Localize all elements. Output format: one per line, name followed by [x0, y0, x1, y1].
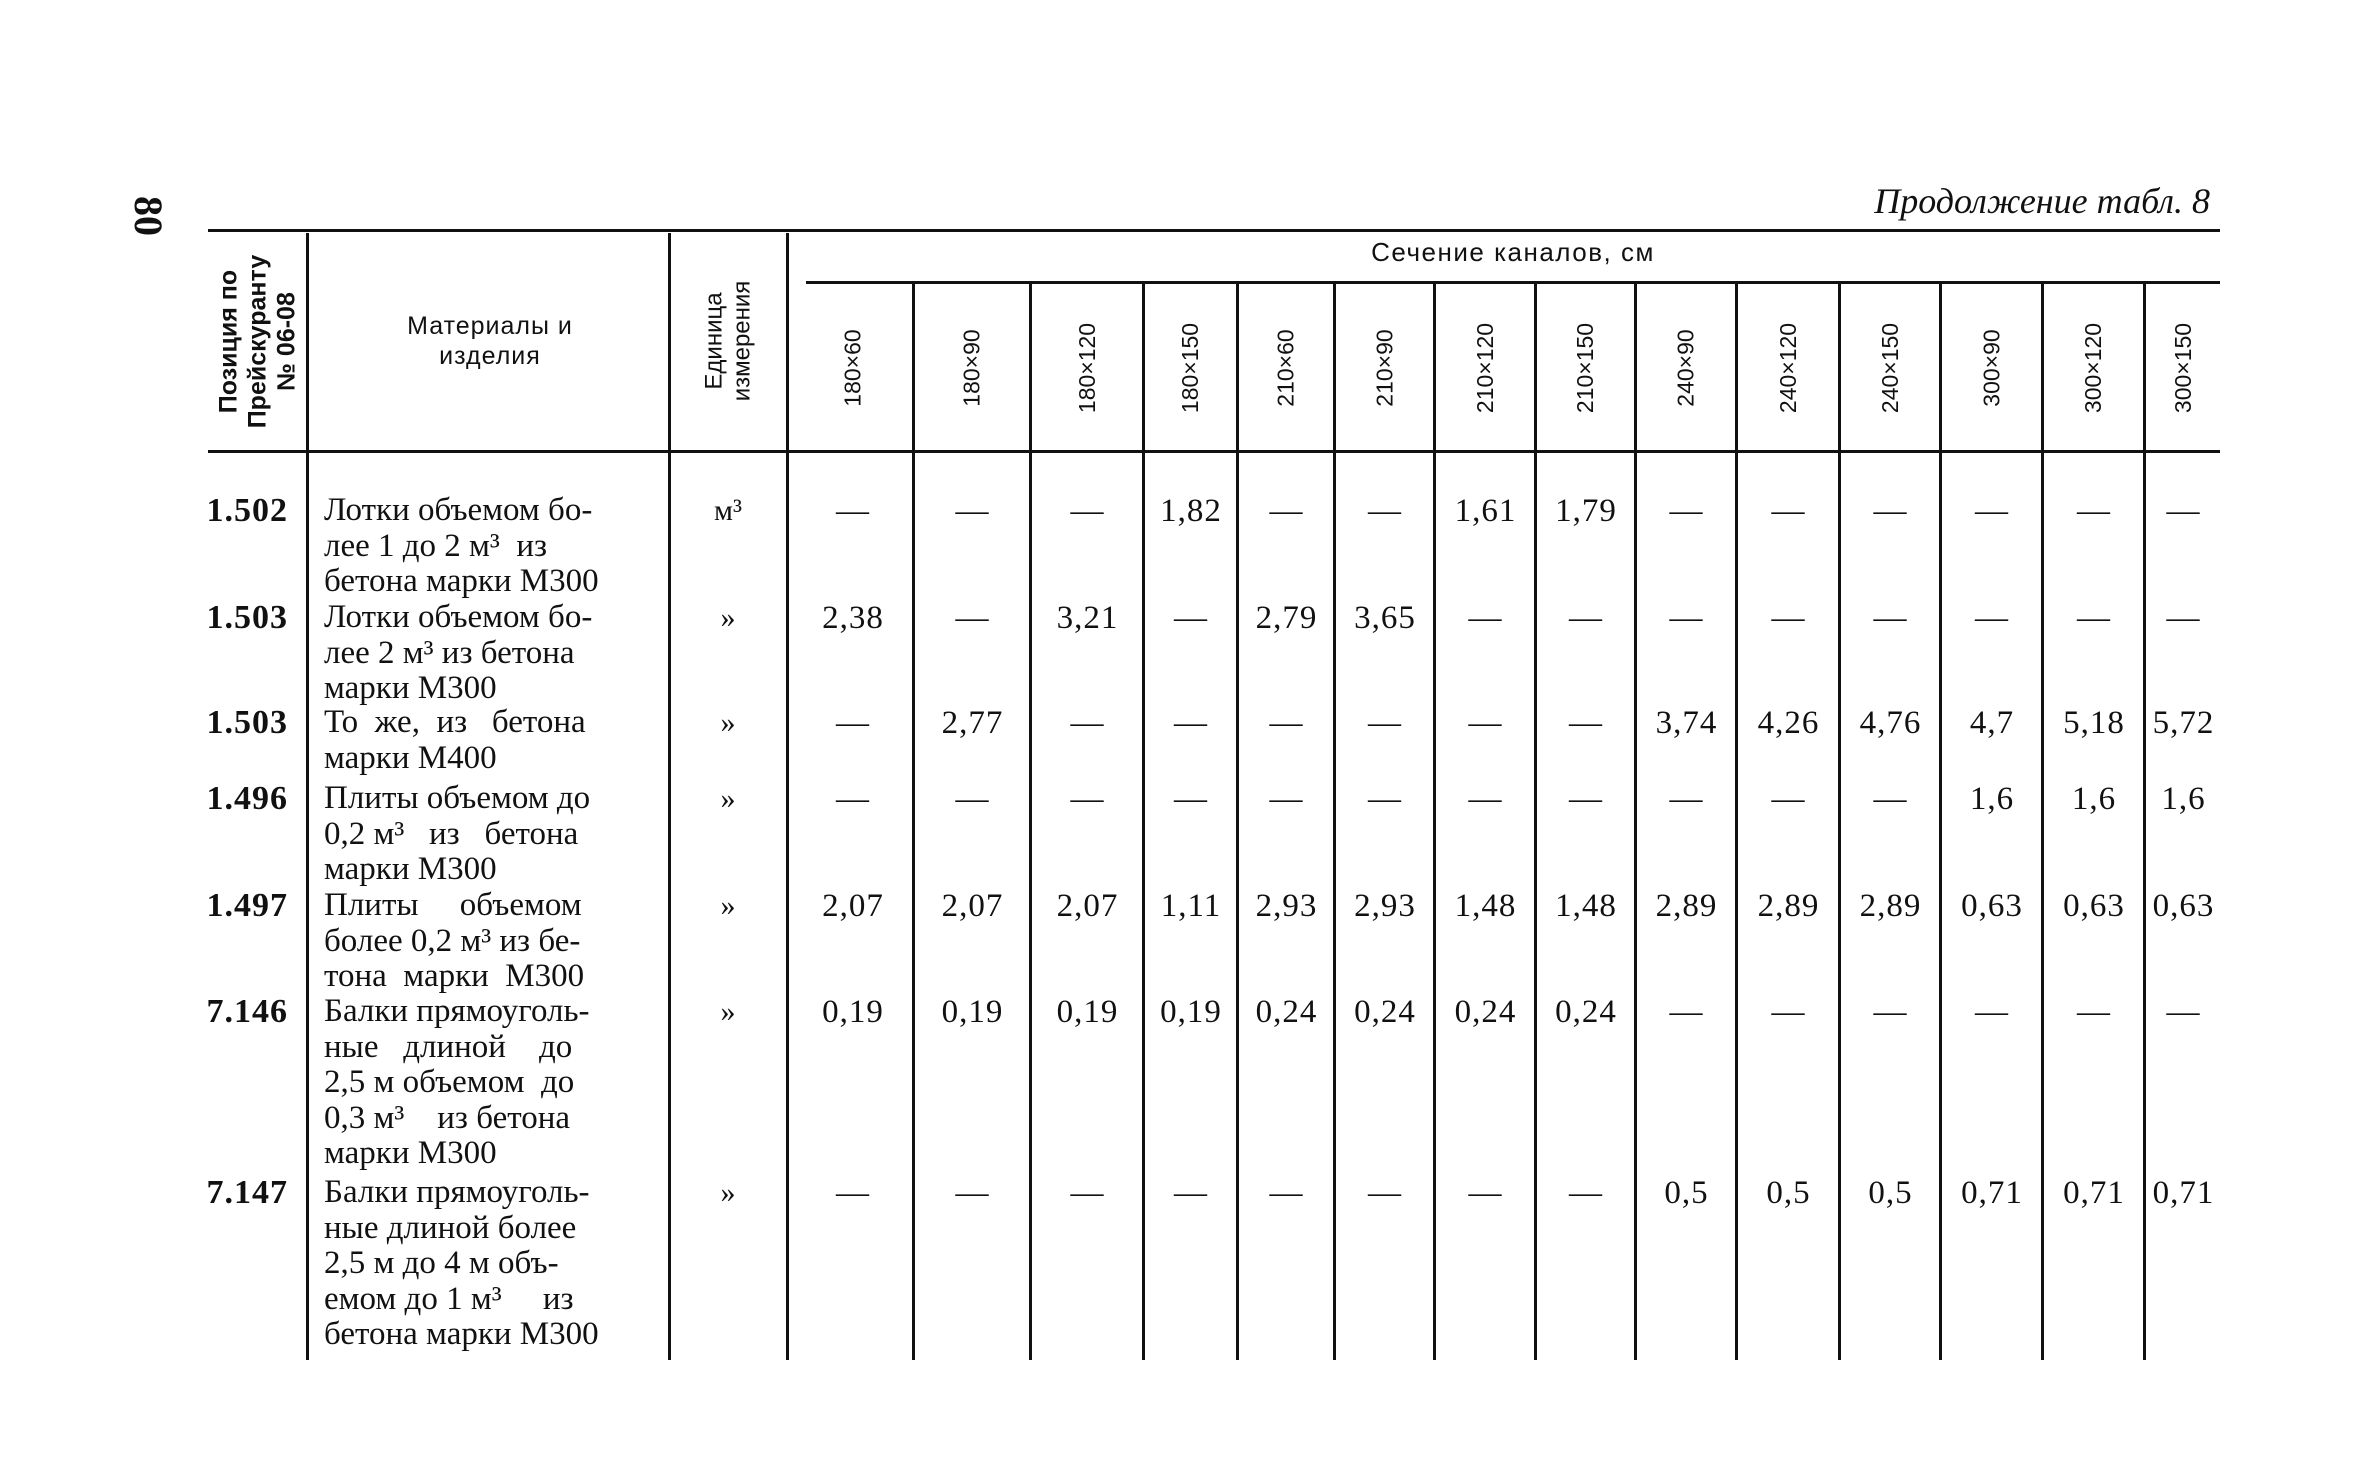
row-value: 0,63 [2063, 888, 2125, 924]
table-top-rule [208, 229, 2220, 232]
row-value: 2,89 [1859, 888, 1922, 924]
row-unit: м³ [714, 494, 742, 527]
section-column-label: 240×90 [1672, 329, 1699, 407]
row-value: 5,18 [2063, 705, 2125, 741]
row-value: — [1771, 493, 1806, 529]
row-value: — [1070, 705, 1105, 741]
row-value: — [1269, 705, 1304, 741]
row-value: — [1070, 781, 1105, 817]
row-position: 1.503 [206, 704, 288, 741]
row-value: 0,24 [1255, 994, 1318, 1030]
row-value: — [1174, 705, 1208, 741]
row-value: 2,77 [941, 705, 1004, 741]
row-unit: » [720, 601, 736, 634]
row-value: — [1771, 600, 1806, 636]
row-value: — [1368, 781, 1402, 817]
row-value: — [1569, 781, 1603, 817]
row-value: 2,07 [822, 888, 884, 924]
row-value: — [1975, 600, 2009, 636]
row-value: — [1174, 600, 1208, 636]
row-value: — [1873, 493, 1908, 529]
row-value: — [2166, 994, 2201, 1030]
row-value: — [1569, 1175, 1603, 1211]
section-column-label: 210×150 [1572, 322, 1599, 414]
section-group-rule [806, 281, 2220, 284]
column-divider [1534, 284, 1537, 1360]
row-description: То же, из бетона марки М400 [324, 704, 586, 776]
row-value: — [1070, 1175, 1105, 1211]
section-column-label: 180×150 [1177, 322, 1204, 414]
row-value: — [1368, 493, 1402, 529]
row-value: 4,26 [1757, 705, 1820, 741]
row-value: — [836, 705, 870, 741]
section-column-label: 210×60 [1272, 329, 1299, 407]
row-value: 1,11 [1160, 888, 1222, 924]
row-value: — [1873, 600, 1908, 636]
column-divider [2143, 284, 2146, 1360]
row-value: — [955, 781, 990, 817]
row-value: — [1368, 1175, 1402, 1211]
row-value: — [955, 600, 990, 636]
row-value: — [1269, 493, 1304, 529]
row-value: — [836, 781, 870, 817]
header-unit: Единица измерения [700, 280, 756, 402]
row-value: — [1468, 705, 1503, 741]
row-description: Балки прямоуголь- ные длиной до 2,5 м объемом до 0,3 м³ из бетона марки М300 [324, 993, 590, 1171]
column-divider [1939, 284, 1942, 1360]
row-unit: » [720, 995, 736, 1028]
header-bottom-rule [208, 450, 2220, 453]
column-divider [1735, 284, 1738, 1360]
section-column-label: 240×120 [1775, 322, 1801, 414]
row-value: — [1873, 994, 1908, 1030]
row-value: 2,89 [1757, 888, 1820, 924]
column-divider [786, 233, 789, 1360]
section-column-header [1032, 288, 1142, 448]
row-value: — [1569, 705, 1603, 741]
section-group-title: Сечение каналов, см [1371, 237, 1655, 267]
row-value: — [1269, 781, 1304, 817]
row-value: 0,63 [2152, 888, 2215, 924]
row-value: — [1669, 994, 1704, 1030]
column-divider [912, 284, 915, 1360]
row-value: — [1468, 1175, 1503, 1211]
section-column-header [1738, 288, 1838, 448]
row-value: 1,6 [2161, 781, 2206, 817]
section-column-header [1942, 288, 2041, 448]
row-value: 2,38 [822, 600, 884, 636]
column-divider [1142, 284, 1145, 1360]
row-value: — [1669, 600, 1704, 636]
row-value: 0,19 [941, 994, 1004, 1030]
row-value: 0,19 [1160, 994, 1222, 1030]
section-column-label: 180×90 [958, 329, 985, 407]
row-value: 3,21 [1056, 600, 1119, 636]
row-value: 0,19 [1056, 994, 1119, 1030]
row-unit: » [720, 706, 736, 739]
column-divider [1838, 284, 1841, 1360]
row-value: — [2077, 994, 2111, 1030]
row-position: 1.497 [206, 887, 288, 924]
row-value: — [1174, 1175, 1208, 1211]
row-value: 0,71 [2152, 1175, 2215, 1211]
column-divider [1433, 284, 1436, 1360]
row-value: 0,5 [1664, 1175, 1709, 1211]
row-description: Лотки объемом бо- лее 2 м³ из бетона марки М300 [324, 599, 593, 706]
row-value: — [1269, 1175, 1304, 1211]
row-value: — [1669, 781, 1704, 817]
row-unit: » [720, 1176, 736, 1209]
header-materials: Материалы и изделия [407, 312, 573, 370]
row-value: 1,61 [1454, 493, 1517, 529]
header-position: Позиция по Прейскуранту № 06-08 [214, 254, 301, 428]
row-value: 2,89 [1655, 888, 1718, 924]
row-value: — [1771, 994, 1806, 1030]
row-value: 1,79 [1555, 493, 1617, 529]
row-unit: » [720, 782, 736, 815]
row-value: — [1174, 781, 1208, 817]
section-column-header [1436, 288, 1534, 448]
section-column-header [915, 288, 1029, 448]
row-value: 2,07 [1056, 888, 1119, 924]
row-value: — [2077, 600, 2111, 636]
section-column-header [1841, 288, 1939, 448]
row-value: 1,82 [1160, 493, 1222, 529]
row-position: 1.496 [206, 780, 288, 817]
section-column-label: 210×120 [1472, 322, 1498, 414]
row-value: — [1771, 781, 1806, 817]
column-divider [1634, 284, 1637, 1360]
row-value: — [1468, 781, 1503, 817]
section-column-header [793, 288, 912, 448]
row-value: 2,79 [1255, 600, 1318, 636]
row-value: — [2166, 600, 2201, 636]
section-column-label: 300×120 [2080, 322, 2107, 414]
row-value: — [2077, 493, 2111, 529]
row-position: 1.503 [206, 599, 288, 636]
row-value: 2,07 [941, 888, 1004, 924]
section-column-label: 180×60 [839, 329, 866, 407]
section-column-label: 300×150 [2170, 322, 2196, 414]
row-value: 0,5 [1868, 1175, 1913, 1211]
row-position: 1.502 [206, 492, 288, 529]
row-value: 3,74 [1655, 705, 1718, 741]
column-divider [1029, 284, 1032, 1360]
row-value: — [1569, 600, 1603, 636]
section-column-label: 240×150 [1877, 322, 1903, 414]
section-column-header [2044, 288, 2143, 448]
row-value: — [836, 1175, 870, 1211]
section-column-header [1336, 288, 1433, 448]
row-value: 1,48 [1454, 888, 1517, 924]
continuation-title: Продолжение табл. 8 [1874, 181, 2210, 221]
row-description: Балки прямоуголь- ные длиной более 2,5 м до 4 м объ- емом до 1 м³ из бетона марки М300 [324, 1174, 599, 1352]
column-divider [668, 233, 671, 1360]
row-value: 2,93 [1255, 888, 1318, 924]
row-value: 0,63 [1961, 888, 2023, 924]
row-description: Плиты объемом до 0,2 м³ из бетона марки М300 [324, 780, 591, 887]
row-value: 0,24 [1555, 994, 1617, 1030]
row-value: — [1975, 994, 2009, 1030]
row-value: — [2166, 493, 2201, 529]
row-value: 0,5 [1766, 1175, 1811, 1211]
row-value: — [1368, 705, 1402, 741]
row-value: 5,72 [2152, 705, 2215, 741]
section-column-label: 300×90 [1978, 329, 2005, 407]
row-position: 7.146 [206, 993, 288, 1030]
section-column-header [1239, 288, 1333, 448]
row-value: 3,65 [1354, 600, 1416, 636]
column-divider [306, 233, 309, 1360]
row-value: — [836, 493, 870, 529]
page-number: 80 [126, 196, 171, 236]
section-column-header [1145, 288, 1236, 448]
row-value: 0,24 [1454, 994, 1517, 1030]
row-value: 0,19 [822, 994, 884, 1030]
row-value: 1,6 [1969, 781, 2015, 817]
row-value: — [1070, 493, 1105, 529]
row-position: 7.147 [206, 1174, 288, 1211]
row-description: Плиты объемом более 0,2 м³ из бе- тона марки М300 [324, 887, 585, 994]
row-value: — [1468, 600, 1503, 636]
column-divider [2041, 284, 2044, 1360]
row-value: — [955, 493, 990, 529]
section-column-header [1537, 288, 1634, 448]
section-column-header [1637, 288, 1735, 448]
row-value: — [1669, 493, 1704, 529]
row-description: Лотки объемом бо- лее 1 до 2 м³ из бетона марки М300 [324, 492, 599, 599]
row-value: 0,71 [2063, 1175, 2125, 1211]
row-value: — [1873, 781, 1908, 817]
column-divider [1333, 284, 1336, 1360]
row-value: 2,93 [1354, 888, 1416, 924]
row-value: 1,48 [1555, 888, 1617, 924]
row-value: 0,71 [1961, 1175, 2023, 1211]
row-value: 4,76 [1859, 705, 1922, 741]
row-value: 0,24 [1354, 994, 1416, 1030]
column-divider [1236, 284, 1239, 1360]
section-column-header [2146, 288, 2220, 448]
row-value: — [955, 1175, 990, 1211]
row-value: 4,7 [1969, 705, 2015, 741]
row-unit: » [720, 889, 736, 922]
row-value: — [1975, 493, 2009, 529]
section-column-label: 180×120 [1074, 322, 1100, 414]
row-value: 1,6 [2071, 781, 2117, 817]
section-column-label: 210×90 [1371, 329, 1398, 407]
